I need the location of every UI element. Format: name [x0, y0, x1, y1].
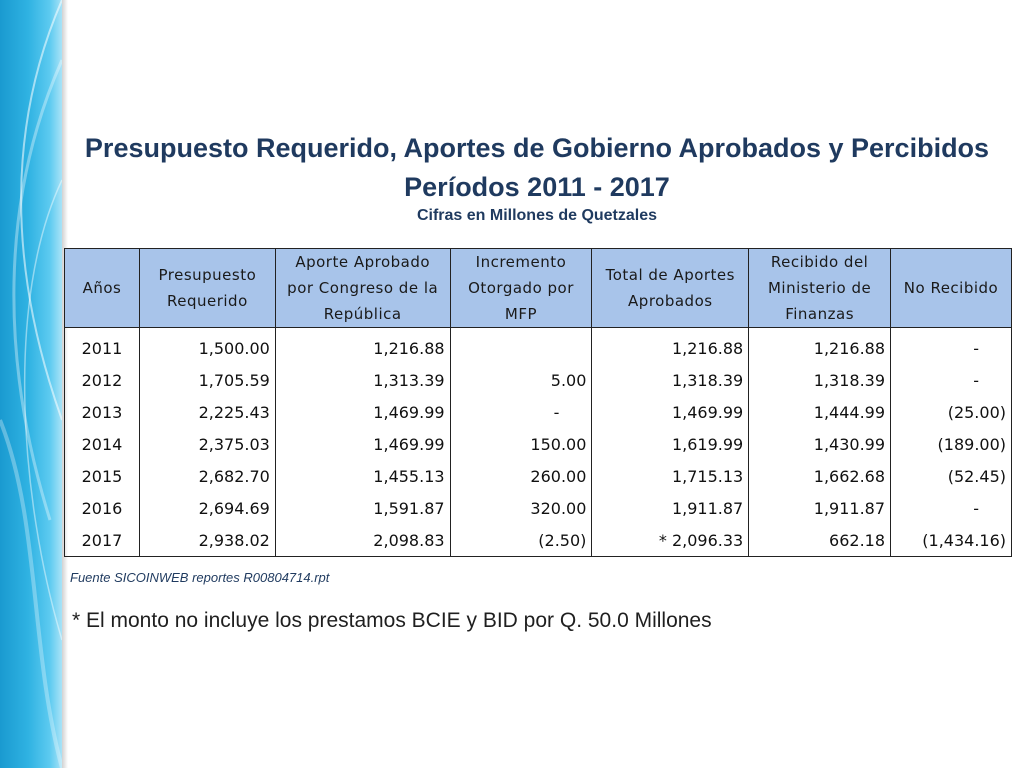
source-note: Fuente SICOINWEB reportes R00804714.rpt	[70, 570, 330, 585]
header-years: Años	[65, 249, 140, 328]
header-required-budget: Presupuesto Requerido	[139, 249, 275, 328]
table-row	[65, 524, 1012, 557]
header-congress-approved: Aporte Aprobado por Congreso de la República	[275, 249, 450, 328]
cell-received: 662.18	[749, 524, 891, 557]
cell-received: 1,216.88	[749, 328, 891, 365]
header-mfp-increment: Incremento Otorgado por MFP	[450, 249, 592, 328]
cell-increment: 150.00	[450, 428, 592, 460]
cell-required: 2,938.02	[139, 524, 275, 557]
table-row	[65, 492, 1012, 524]
cell-received: 1,430.99	[749, 428, 891, 460]
cell-required: 2,682.70	[139, 460, 275, 492]
table-row	[65, 396, 1012, 428]
cell-total: 1,619.99	[592, 428, 749, 460]
cell-required: 1,705.59	[139, 364, 275, 396]
header-received: Recibido del Ministerio de Finanzas	[749, 249, 891, 328]
cell-not-received: (25.00)	[891, 396, 1012, 428]
cell-not-received: -	[891, 492, 1012, 524]
cell-total: 1,318.39	[592, 364, 749, 396]
cell-year: 2017	[65, 524, 140, 557]
cell-total: 1,911.87	[592, 492, 749, 524]
cell-congress: 1,469.99	[275, 396, 450, 428]
cell-congress: 1,216.88	[275, 328, 450, 365]
cell-not-received: -	[891, 364, 1012, 396]
cell-received: 1,318.39	[749, 364, 891, 396]
budget-table	[64, 248, 1012, 557]
cell-congress: 1,469.99	[275, 428, 450, 460]
cell-congress: 1,313.39	[275, 364, 450, 396]
table-row	[65, 428, 1012, 460]
cell-not-received: (1,434.16)	[891, 524, 1012, 557]
cell-required: 2,225.43	[139, 396, 275, 428]
header-total-approved: Total de Aportes Aprobados	[592, 249, 749, 328]
cell-total: * 2,096.33	[592, 524, 749, 557]
cell-not-received: (52.45)	[891, 460, 1012, 492]
cell-not-received: (189.00)	[891, 428, 1012, 460]
period-title: Períodos 2011 - 2017	[404, 172, 670, 202]
cell-increment: 320.00	[450, 492, 592, 524]
cell-year: 2012	[65, 364, 140, 396]
cell-year: 2015	[65, 460, 140, 492]
cell-congress: 1,455.13	[275, 460, 450, 492]
table-row	[65, 328, 1012, 365]
cell-required: 2,694.69	[139, 492, 275, 524]
cell-total: 1,469.99	[592, 396, 749, 428]
cell-not-received: -	[891, 328, 1012, 365]
cell-congress: 1,591.87	[275, 492, 450, 524]
units-subtitle: Cifras en Millones de Quetzales	[416, 207, 658, 224]
cell-increment: -	[450, 396, 592, 428]
table-header-row	[65, 249, 1012, 328]
page-title: Presupuesto Requerido, Aportes de Gobierno Aprobados y Percibidos	[84, 133, 990, 163]
cell-increment: 260.00	[450, 460, 592, 492]
decorative-side-band	[0, 0, 62, 768]
cell-increment	[450, 328, 592, 365]
cell-increment: 5.00	[450, 364, 592, 396]
cell-received: 1,444.99	[749, 396, 891, 428]
table-row	[65, 364, 1012, 396]
table-row	[65, 460, 1012, 492]
cell-required: 1,500.00	[139, 328, 275, 365]
cell-congress: 2,098.83	[275, 524, 450, 557]
cell-year: 2014	[65, 428, 140, 460]
cell-required: 2,375.03	[139, 428, 275, 460]
cell-year: 2016	[65, 492, 140, 524]
cell-received: 1,911.87	[749, 492, 891, 524]
header-not-received: No Recibido	[891, 249, 1012, 328]
cell-increment: (2.50)	[450, 524, 592, 557]
cell-year: 2011	[65, 328, 140, 365]
cell-year: 2013	[65, 396, 140, 428]
cell-received: 1,662.68	[749, 460, 891, 492]
footnote: * El monto no incluye los prestamos BCIE y BID por Q. 50.0 Millones	[72, 609, 712, 632]
cell-total: 1,216.88	[592, 328, 749, 365]
swirl-decoration-icon	[0, 0, 62, 768]
cell-total: 1,715.13	[592, 460, 749, 492]
